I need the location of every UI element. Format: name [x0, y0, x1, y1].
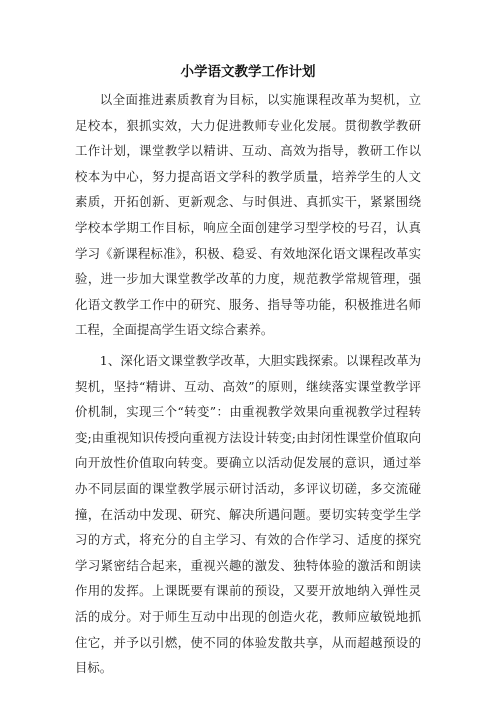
paragraph-intro: 以全面推进素质教育为目标，以实施课程改革为契机，立足校本，狠抓实效，大力促进教师专业化发展。贯彻教学教研工作计划，课堂教学以精讲、互动、高效为指导，教研工作以校本为中心，努力提高语文学科的教学质量，培养学生的人文素质，开拓创新、更新观念、与时俱进、真抓实干，紧紧围绕学校本学期工作目标，响应全面创建学习型学校的号召，认真学习《新课程标准》，积极、稳妥、有效地深化语文课程改革实验，进一步加大课堂教学改革的力度，规范教学常规管理，强化语文教学工作中的研究、服务、指导等功能，积极推进名师工程，全面提高学生语文综合素养。 [75, 92, 421, 338]
paragraph-item-1: 1、深化语文课堂教学改革，大胆实践探索。以课程改革为契机，坚持“精讲、互动、高效”的原则，继续落实课堂教学评价机制，实现三个“转变”：由重视教学效果向重视教学过程转变;由重视知识传授向重视方法设计转变;由封闭性课堂价值取向向开放性价值取向转变。要确立以活动促发展的意识，通过举办不同层面的课堂教学展示研讨活动，多评议切磋，多交流碰撞，在活动中发现、研究、解决所遇问题。要切实转变学生学习的方式，将充分的自主学习、有效的合作学习、适度的探究学习紧密结合起来，重视兴趣的激发、独特体验的激活和朗读作用的发挥。上课既要有课前的预设，又要开放地纳入弹性灵活的成分。对于师生互动中出现的创造火花，教师应敏锐地抓住它，并予以引燃，使不同的体验发散共享，从而超越预设的目标。 [75, 353, 421, 676]
document-title: 小学语文教学工作计划 [180, 64, 316, 80]
